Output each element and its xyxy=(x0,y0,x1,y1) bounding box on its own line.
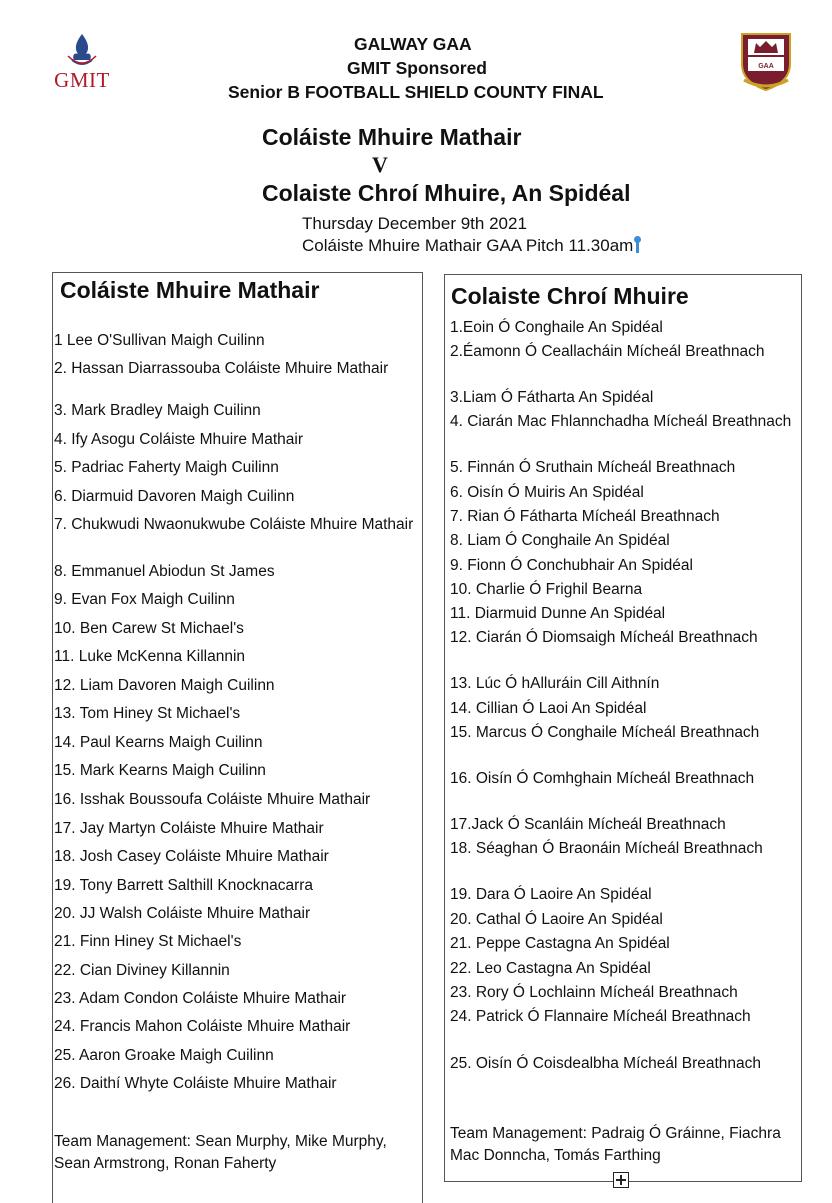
right-team-management: Team Management: Padraig Ó Gráinne, Fiachra Mac Donncha, Tomás Farthing xyxy=(450,1125,781,1164)
player-entry: 19. Tony Barrett Salthill Knocknacarra xyxy=(54,877,314,894)
player-entry: 9. Fionn Ó Conchubhair An Spidéal xyxy=(450,557,693,574)
player-entry: 11. Diarmuid Dunne An Spidéal xyxy=(450,605,666,622)
player-entry: 5. Padriac Faherty Maigh Cuilinn xyxy=(54,459,279,476)
fixture-date: Thursday December 9th 2021 xyxy=(302,214,527,233)
player-entry: 15. Marcus Ó Conghaile Mícheál Breathnach xyxy=(450,724,760,741)
header-sponsor: GMIT Sponsored xyxy=(347,58,487,78)
fixture-team-1: Coláiste Mhuire Mathair xyxy=(262,124,522,150)
player-entry: 23. Adam Condon Coláiste Mhuire Mathair xyxy=(54,990,347,1007)
player-entry: 16. Oisín Ó Comhghain Mícheál Breathnach xyxy=(450,770,755,787)
player-entry: 4. Ify Asogu Coláiste Mhuire Mathair xyxy=(54,431,303,448)
player-entry: 10. Ben Carew St Michael's xyxy=(54,620,244,637)
player-entry: 18. Séaghan Ó Braonáin Mícheál Breathnach xyxy=(450,840,763,857)
player-entry: 18. Josh Casey Coláiste Mhuire Mathair xyxy=(54,848,329,865)
header-competition: Senior B FOOTBALL SHIELD COUNTY FINAL xyxy=(228,82,604,102)
player-entry: 24. Francis Mahon Coláiste Mhuire Mathair xyxy=(54,1018,351,1035)
player-entry: 25. Aaron Groake Maigh Cuilinn xyxy=(54,1047,274,1064)
left-team-title: Coláiste Mhuire Mathair xyxy=(60,277,320,303)
player-entry: 20. Cathal Ó Laoire An Spidéal xyxy=(450,911,663,928)
player-entry: 17. Jay Martyn Coláiste Mhuire Mathair xyxy=(54,820,324,837)
player-entry: 6. Oisín Ó Muiris An Spidéal xyxy=(450,484,644,501)
gmit-flame-icon xyxy=(46,30,118,70)
player-entry: 22. Cian Diviney Killannin xyxy=(54,962,230,979)
fixture-venue-text: Coláiste Mhuire Mathair GAA Pitch 11.30am xyxy=(302,236,634,255)
player-entry: 13. Lúc Ó hAlluráin Cill Aithnín xyxy=(450,675,660,692)
galway-gaa-crest-icon xyxy=(736,30,796,92)
player-entry: 1 Lee O'Sullivan Maigh Cuilinn xyxy=(54,332,265,349)
player-entry: 23. Rory Ó Lochlainn Mícheál Breathnach xyxy=(450,984,738,1001)
player-entry: 12. Liam Davoren Maigh Cuilinn xyxy=(54,677,275,694)
player-entry: 9. Evan Fox Maigh Cuilinn xyxy=(54,591,235,608)
player-entry: 2.Éamonn Ó Ceallacháin Mícheál Breathnach xyxy=(450,343,765,360)
player-entry: 21. Finn Hiney St Michael's xyxy=(54,933,242,950)
player-entry: 3.Liam Ó Fátharta An Spidéal xyxy=(450,389,654,406)
player-entry: 20. JJ Walsh Coláiste Mhuire Mathair xyxy=(54,905,311,922)
player-entry: 2. Hassan Diarrassouba Coláiste Mhuire Mathair xyxy=(54,360,389,377)
player-entry: 13. Tom Hiney St Michael's xyxy=(54,705,241,722)
gmit-logo-text: GMIT xyxy=(54,68,110,92)
player-entry: 19. Dara Ó Laoire An Spidéal xyxy=(450,886,652,903)
expand-icon[interactable] xyxy=(613,1172,629,1188)
player-entry: 24. Patrick Ó Flannaire Mícheál Breathnach xyxy=(450,1008,751,1025)
player-entry: 10. Charlie Ó Frighil Bearna xyxy=(450,581,643,598)
player-entry: 1.Eoin Ó Conghaile An Spidéal xyxy=(450,319,663,336)
player-entry: 4. Ciarán Mac Fhlannchadha Mícheál Breathnach xyxy=(450,413,792,430)
player-entry: 5. Finnán Ó Sruthain Mícheál Breathnach xyxy=(450,459,736,476)
player-entry: 16. Isshak Boussoufa Coláiste Mhuire Mathair xyxy=(54,791,371,808)
player-entry: 8. Emmanuel Abiodun St James xyxy=(54,563,275,580)
player-entry: 7. Rian Ó Fátharta Mícheál Breathnach xyxy=(450,508,720,525)
player-entry: 17.Jack Ó Scanláin Mícheál Breathnach xyxy=(450,816,726,833)
player-entry: 14. Cillian Ó Laoi An Spidéal xyxy=(450,700,647,717)
svg-text:GAA: GAA xyxy=(758,63,774,70)
player-entry: 6. Diarmuid Davoren Maigh Cuilinn xyxy=(54,488,295,505)
right-team-panel xyxy=(444,274,802,1182)
gmit-logo xyxy=(46,30,118,94)
player-entry: 21. Peppe Castagna An Spidéal xyxy=(450,935,670,952)
fixture-versus: V xyxy=(372,152,388,177)
fixture-venue xyxy=(302,236,639,256)
header-org: GALWAY GAA xyxy=(354,34,472,54)
player-entry: 8. Liam Ó Conghaile An Spidéal xyxy=(450,532,670,549)
left-team-panel xyxy=(52,272,423,1203)
player-entry: 11. Luke McKenna Killannin xyxy=(54,648,246,665)
fixture-team-2: Colaiste Chroí Mhuire, An Spidéal xyxy=(262,180,631,206)
player-entry: 15. Mark Kearns Maigh Cuilinn xyxy=(54,762,266,779)
player-entry: 26. Daithí Whyte Coláiste Mhuire Mathair xyxy=(54,1075,337,1092)
player-entry: 22. Leo Castagna An Spidéal xyxy=(450,960,651,977)
player-entry: 7. Chukwudi Nwaonukwube Coláiste Mhuire Mathair xyxy=(54,516,414,533)
right-team-title: Colaiste Chroí Mhuire xyxy=(451,283,689,309)
location-pin-icon xyxy=(636,239,639,253)
player-entry: 25. Oisín Ó Coisdealbha Mícheál Breathnach xyxy=(450,1055,762,1072)
player-entry: 3. Mark Bradley Maigh Cuilinn xyxy=(54,402,261,419)
player-entry: 12. Ciarán Ó Diomsaigh Mícheál Breathnach xyxy=(450,629,758,646)
left-team-management: Team Management: Sean Murphy, Mike Murphy, Sean Armstrong, Ronan Faherty xyxy=(54,1133,387,1172)
player-entry: 14. Paul Kearns Maigh Cuilinn xyxy=(54,734,263,751)
